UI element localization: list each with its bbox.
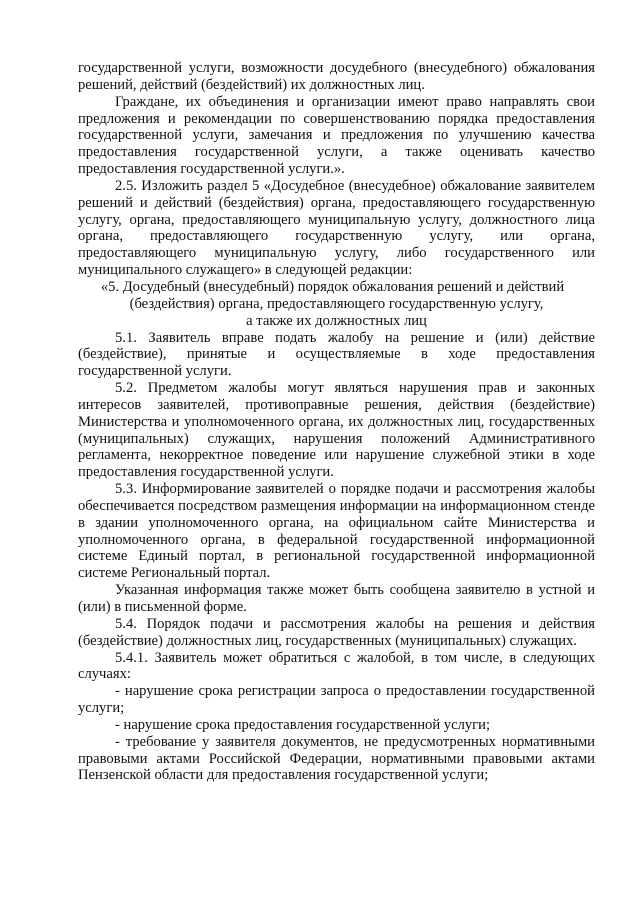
list-item-document-requirement: - требование у заявителя документов, не предусмотренных нормативными правовыми актами Российской Федерации, нормативными правовыми актами Пензенской области для предоставления государственной услуги; (78, 733, 595, 784)
section-heading-line-1: «5. Досудебный (внесудебный) порядок обжалования решений и действий (100, 278, 565, 295)
paragraph-5-2: 5.2. Предметом жалобы могут являться нарушения прав и законных интересов заявителей, противоправные решения, действия (бездействие) Министерства и уполномоченного органа, их должностных лиц, государственных (муниципальных) служащих, нарушения положений Административного регламента, некорректное поведение или нарушение служебной этики в ходе предоставления государственной услуги. (78, 380, 595, 481)
paragraph-5-3: 5.3. Информирование заявителей о порядке подачи и рассмотрения жалобы обеспечивается посредством размещения информации на информационном стенде в здании уполномоченного органа, на официальном сайте Министерства и уполномоченного органа, в федеральной государственной информационной системе Единый портал, в региональной государственной информационной системе Региональный портал. (78, 481, 595, 582)
paragraph-section-2-5: 2.5. Изложить раздел 5 «Досудебное (внесудебное) обжалование заявителем решений и действий (бездействия) органа, предоставляющего государственную услугу, органа, предоставляющего муниципальную услугу, должностного лица органа, предоставляющего государственную услугу, или органа, предоставляющего муниципальную услугу, либо государственного или муниципального служащего» в следующей редакции: (78, 177, 595, 279)
paragraph-5-1: 5.1. Заявитель вправе подать жалобу на решение и (или) действие (бездействие), принятые и осуществляемые в ходе предоставления государственной услуги. (78, 329, 595, 380)
paragraph-continuation: государственной услуги, возможности досудебного (внесудебного) обжалования решений, действий (бездействий) их должностных лиц. (78, 60, 595, 93)
paragraph-5-4-1: 5.4.1. Заявитель может обратиться с жалобой, в том числе, в следующих случаях: (78, 649, 595, 683)
paragraph-citizens-proposals: Граждане, их объединения и организации имеют право направлять свои предложения и рекомендации по совершенствованию порядка предоставления государственной услуги, замечания и предложения по улучшению качества предоставления государственной услуги, а также оценивать качество предоставления государственной услуги.». (78, 93, 595, 178)
document-page (78, 60, 595, 784)
paragraph-5-4: 5.4. Порядок подачи и рассмотрения жалобы на решения и действия (бездействие) должностных лиц, государственных (муниципальных) служащих. (78, 615, 595, 649)
section-heading-line-3: а также их должностных лиц (246, 312, 427, 329)
paragraph-info-form: Указанная информация также может быть сообщена заявителю в устной и (или) в письменной форме. (78, 582, 595, 615)
section-heading-line-2: (бездействия) органа, предоставляющего государственную услугу, (129, 295, 544, 312)
list-item-registration-deadline: - нарушение срока регистрации запроса о предоставлении государственной услуги; (78, 683, 595, 717)
list-item-service-deadline: - нарушение срока предоставления государственной услуги; (115, 716, 491, 733)
